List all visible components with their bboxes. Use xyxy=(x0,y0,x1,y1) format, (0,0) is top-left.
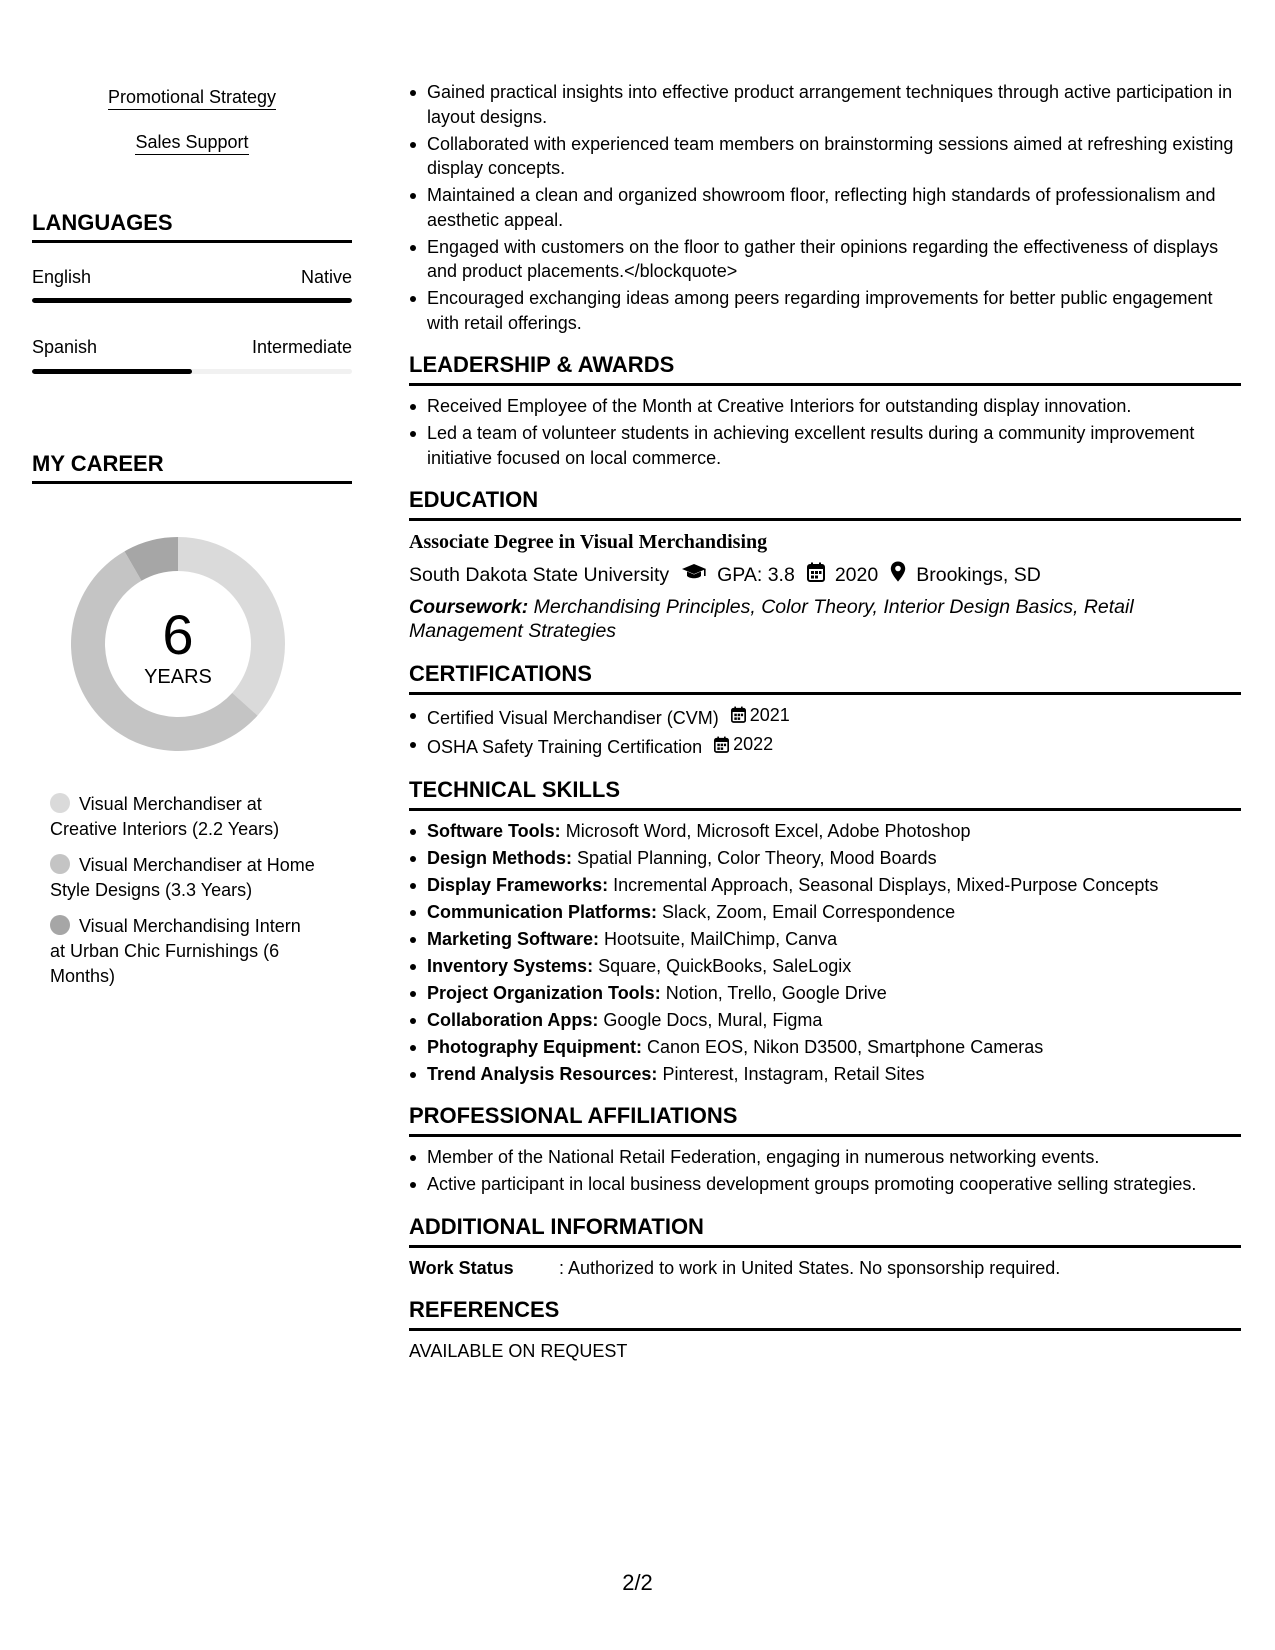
list-item xyxy=(409,927,1241,952)
skill-value: Slack, Zoom, Email Correspondence xyxy=(662,901,956,922)
technical-skills-heading: TECHNICAL SKILLS xyxy=(409,776,1241,811)
language-row xyxy=(32,337,352,358)
map-pin-icon xyxy=(890,561,906,589)
skill-label: Collaboration Apps: xyxy=(427,1009,599,1030)
list-item: Received Employee of the Month at Creative Interiors for outstanding display innovation. xyxy=(409,394,1241,419)
work-status-row xyxy=(409,1256,1241,1281)
skill-value: Pinterest, Instagram, Retail Sites xyxy=(662,1063,925,1084)
graduation-year: 2020 xyxy=(834,563,879,586)
page-number: 2/2 xyxy=(622,1570,653,1595)
list-item: Led a team of volunteer students in achieving excellent results during a community improvement initiative focused on local commerce. xyxy=(409,421,1241,470)
career-legend-text: Visual Merchandiser at Creative Interiors (2.2 Years) xyxy=(50,794,280,839)
list-item xyxy=(409,819,1241,844)
career-heading: MY CAREER xyxy=(32,451,352,484)
work-status-label: Work Status xyxy=(409,1257,514,1278)
certifications-heading: CERTIFICATIONS xyxy=(409,660,1241,695)
career-legend-item xyxy=(50,914,320,989)
languages-heading: LANGUAGES xyxy=(32,210,352,243)
additional-info-heading: ADDITIONAL INFORMATION xyxy=(409,1213,1241,1248)
list-item xyxy=(409,703,1241,730)
language-proficiency-fill xyxy=(32,369,192,374)
skill-value: Google Docs, Mural, Figma xyxy=(603,1009,823,1030)
affiliations-heading: PROFESSIONAL AFFILIATIONS xyxy=(409,1102,1241,1137)
list-item: Member of the National Retail Federation, engaging in numerous networking events. xyxy=(409,1145,1241,1170)
skill-value: Spatial Planning, Color Theory, Mood Boards xyxy=(577,847,937,868)
language-proficiency-bar xyxy=(32,298,352,303)
cert-year: 2021 xyxy=(749,704,790,725)
calendar-icon xyxy=(807,562,825,589)
career-legend-item xyxy=(50,792,320,842)
certifications-list xyxy=(409,703,1241,760)
skill-value: Notion, Trello, Google Drive xyxy=(665,982,887,1003)
skill-label: Marketing Software: xyxy=(427,928,600,949)
calendar-icon xyxy=(731,706,746,723)
coursework-label: Coursework: xyxy=(409,595,529,618)
language-level: Native xyxy=(300,267,352,287)
references-heading: REFERENCES xyxy=(409,1296,1241,1331)
list-item xyxy=(409,846,1241,871)
skill-value: Square, QuickBooks, SaleLogix xyxy=(598,955,852,976)
list-item: Active participant in local business development groups promoting cooperative selling strategies. xyxy=(409,1172,1241,1197)
affiliations-list xyxy=(409,1145,1241,1197)
list-item xyxy=(409,981,1241,1006)
career-years-label: YEARS xyxy=(144,666,212,688)
skill-label: Display Frameworks: xyxy=(427,874,609,895)
list-item: Engaged with customers on the floor to gather their opinions regarding the effectiveness of displays and product placements.</blockquote> xyxy=(409,235,1241,284)
list-item: Gained practical insights into effective product arrangement techniques through active participation in layout designs. xyxy=(409,80,1241,129)
references-text: AVAILABLE ON REQUEST xyxy=(409,1341,628,1361)
experience-bullets xyxy=(409,80,1241,335)
legend-dot-icon xyxy=(50,915,70,935)
skill-item: Promotional Strategy xyxy=(32,87,352,108)
skill-value: Incremental Approach, Seasonal Displays, Mixed-Purpose Concepts xyxy=(613,874,1159,895)
skill-label: Inventory Systems: xyxy=(427,955,594,976)
main-content xyxy=(409,80,1241,1364)
calendar-icon xyxy=(714,736,729,753)
skill-label: Design Methods: xyxy=(427,847,573,868)
skill-value: Microsoft Word, Microsoft Excel, Adobe Photoshop xyxy=(565,820,971,841)
language-level: Intermediate xyxy=(251,337,352,357)
coursework-list: Merchandising Principles, Color Theory, Interior Design Basics, Retail Management Strategies xyxy=(409,595,1134,642)
list-item xyxy=(409,1008,1241,1033)
skill-label: Communication Platforms: xyxy=(427,901,658,922)
career-donut-chart xyxy=(66,532,290,756)
skill-value: Hootsuite, MailChimp, Canva xyxy=(604,928,838,949)
work-status-value: : Authorized to work in United States. No sponsorship required. xyxy=(559,1257,1061,1278)
graduation-cap-icon xyxy=(681,563,707,588)
skill-label: Project Organization Tools: xyxy=(427,982,661,1003)
skill-label: Software Tools: xyxy=(427,820,561,841)
skill-value: Canon EOS, Nikon D3500, Smartphone Cameras xyxy=(647,1036,1044,1057)
legend-dot-icon xyxy=(50,793,70,813)
language-name: English xyxy=(32,267,92,287)
cert-year: 2022 xyxy=(733,734,774,755)
list-item xyxy=(409,732,1241,759)
cert-name: Certified Visual Merchandiser (CVM) xyxy=(427,707,719,728)
list-item xyxy=(409,1062,1241,1087)
skill-item: Sales Support xyxy=(32,132,352,153)
language-proficiency-fill xyxy=(32,298,352,303)
school-location: Brookings, SD xyxy=(916,563,1041,586)
career-legend-text: Visual Merchandiser at Home Style Designs (3.3 Years) xyxy=(50,855,315,900)
language-name: Spanish xyxy=(32,337,98,357)
skill-label: Photography Equipment: xyxy=(427,1036,642,1057)
skill-label: Trend Analysis Resources: xyxy=(427,1063,658,1084)
career-legend-text: Visual Merchandising Intern at Urban Chic Furnishings (6 Months) xyxy=(50,916,301,986)
list-item xyxy=(409,954,1241,979)
list-item xyxy=(409,873,1241,898)
career-legend-item xyxy=(50,853,320,903)
language-row xyxy=(32,267,352,288)
gpa: GPA: 3.8 xyxy=(717,563,795,586)
degree-title: Associate Degree in Visual Merchandising xyxy=(409,531,768,553)
education-heading: EDUCATION xyxy=(409,486,1241,521)
cert-name: OSHA Safety Training Certification xyxy=(427,737,703,757)
list-item xyxy=(409,1035,1241,1060)
coursework xyxy=(409,595,1241,644)
list-item: Collaborated with experienced team members on brainstorming sessions aimed at refreshing existing display concepts. xyxy=(409,132,1241,181)
legend-dot-icon xyxy=(50,854,70,874)
education-details xyxy=(409,561,1241,589)
list-item: Encouraged exchanging ideas among peers regarding improvements for better public engagement with retail offerings. xyxy=(409,286,1241,335)
language-proficiency-bar xyxy=(32,369,352,374)
school-name: South Dakota State University xyxy=(409,563,670,586)
list-item xyxy=(409,900,1241,925)
leadership-heading: LEADERSHIP & AWARDS xyxy=(409,351,1241,386)
list-item: Maintained a clean and organized showroom floor, reflecting high standards of professionalism and aesthetic appeal. xyxy=(409,183,1241,232)
career-donut-segment xyxy=(178,537,285,716)
leadership-list xyxy=(409,394,1241,470)
technical-skills-list xyxy=(409,819,1241,1087)
career-years-value: 6 xyxy=(162,603,194,666)
